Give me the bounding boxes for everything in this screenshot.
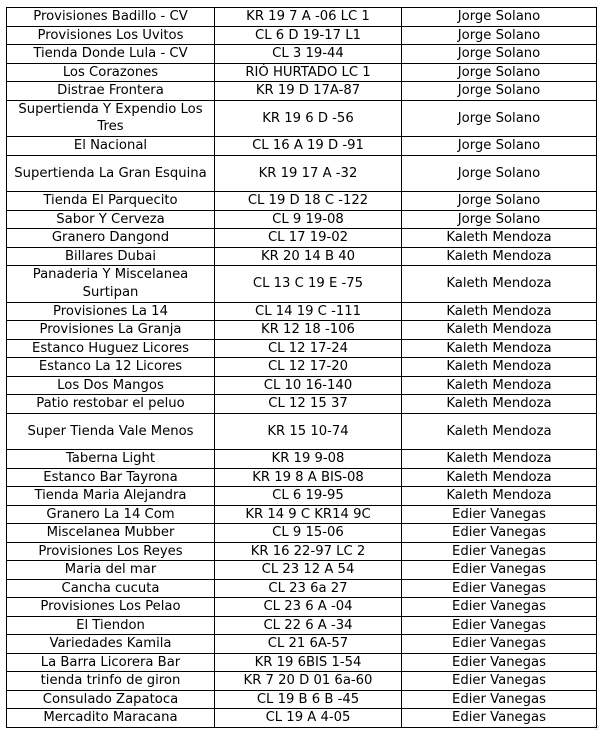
seller-cell: Kaleth Mendoza xyxy=(402,468,597,487)
table-row xyxy=(7,376,597,395)
seller-cell: Jorge Solano xyxy=(402,155,597,192)
store-name-cell: Los Corazones xyxy=(7,63,215,82)
address-cell: KR 19 6 D -56 xyxy=(215,100,402,137)
table-row xyxy=(7,561,597,580)
seller-cell: Edier Vanegas xyxy=(402,598,597,617)
seller-cell: Edier Vanegas xyxy=(402,524,597,543)
store-name-cell: Mercadito Maracana xyxy=(7,709,215,728)
seller-cell: Edier Vanegas xyxy=(402,709,597,728)
table-row xyxy=(7,616,597,635)
address-cell: CL 19 D 18 C -122 xyxy=(215,192,402,211)
address-cell: KR 19 8 A BIS-08 xyxy=(215,468,402,487)
table-row xyxy=(7,672,597,691)
seller-cell: Edier Vanegas xyxy=(402,690,597,709)
seller-cell: Jorge Solano xyxy=(402,26,597,45)
store-name-cell: Tienda Maria Alejandra xyxy=(7,487,215,506)
address-cell: CL 23 6 A -04 xyxy=(215,598,402,617)
store-name-cell: Tienda El Parquecito xyxy=(7,192,215,211)
store-name-cell: Los Dos Mangos xyxy=(7,376,215,395)
store-name-cell: Patio restobar el peluo xyxy=(7,395,215,414)
address-cell: CL 9 15-06 xyxy=(215,524,402,543)
address-cell: CL 6 19-95 xyxy=(215,487,402,506)
address-cell: CL 12 17-24 xyxy=(215,339,402,358)
table-row xyxy=(7,82,597,101)
table-row xyxy=(7,321,597,340)
table-row xyxy=(7,358,597,377)
seller-cell: Jorge Solano xyxy=(402,63,597,82)
seller-cell: Edier Vanegas xyxy=(402,653,597,672)
store-name-cell: Provisiones La Granja xyxy=(7,321,215,340)
seller-cell: Kaleth Mendoza xyxy=(402,321,597,340)
seller-cell: Edier Vanegas xyxy=(402,635,597,654)
table-row xyxy=(7,63,597,82)
seller-cell: Edier Vanegas xyxy=(402,542,597,561)
table-row xyxy=(7,229,597,248)
table-row xyxy=(7,45,597,64)
address-cell: KR 7 20 D 01 6a-60 xyxy=(215,672,402,691)
address-cell: CL 19 A 4-05 xyxy=(215,709,402,728)
table-row xyxy=(7,542,597,561)
stores-table-body xyxy=(7,8,597,728)
table-row xyxy=(7,413,597,450)
stores-table xyxy=(6,7,597,728)
seller-cell: Edier Vanegas xyxy=(402,579,597,598)
store-name-cell: tienda trinfo de giron xyxy=(7,672,215,691)
store-name-cell: Granero Dangond xyxy=(7,229,215,248)
address-cell: CL 9 19-08 xyxy=(215,210,402,229)
address-cell: KR 12 18 -106 xyxy=(215,321,402,340)
seller-cell: Kaleth Mendoza xyxy=(402,487,597,506)
table-row xyxy=(7,487,597,506)
seller-cell: Jorge Solano xyxy=(402,100,597,137)
address-cell: CL 12 17-20 xyxy=(215,358,402,377)
store-name-cell: Tienda Donde Lula - CV xyxy=(7,45,215,64)
seller-cell: Kaleth Mendoza xyxy=(402,358,597,377)
address-cell: KR 14 9 C KR14 9C xyxy=(215,505,402,524)
seller-cell: Kaleth Mendoza xyxy=(402,266,597,303)
address-cell: KR 16 22-97 LC 2 xyxy=(215,542,402,561)
store-name-cell: Distrae Frontera xyxy=(7,82,215,101)
store-name-cell: Provisiones Los Reyes xyxy=(7,542,215,561)
store-name-cell: Consulado Zapatoca xyxy=(7,690,215,709)
seller-cell: Edier Vanegas xyxy=(402,616,597,635)
seller-cell: Kaleth Mendoza xyxy=(402,376,597,395)
store-name-cell: Supertienda La Gran Esquina xyxy=(7,155,215,192)
store-name-cell: Maria del mar xyxy=(7,561,215,580)
seller-cell: Kaleth Mendoza xyxy=(402,413,597,450)
table-row xyxy=(7,579,597,598)
address-cell: CL 13 C 19 E -75 xyxy=(215,266,402,303)
store-name-cell: Provisiones La 14 xyxy=(7,302,215,321)
address-cell: KR 19 17 A -32 xyxy=(215,155,402,192)
store-name-cell: La Barra Licorera Bar xyxy=(7,653,215,672)
table-row xyxy=(7,468,597,487)
store-name-cell: Billares Dubai xyxy=(7,247,215,266)
store-name-cell: Estanco La 12 Licores xyxy=(7,358,215,377)
address-cell: CL 19 B 6 B -45 xyxy=(215,690,402,709)
address-cell: CL 3 19-44 xyxy=(215,45,402,64)
address-cell: KR 19 D 17A-87 xyxy=(215,82,402,101)
address-cell: CL 23 6a 27 xyxy=(215,579,402,598)
store-name-cell: El Tiendon xyxy=(7,616,215,635)
seller-cell: Kaleth Mendoza xyxy=(402,302,597,321)
seller-cell: Kaleth Mendoza xyxy=(402,395,597,414)
seller-cell: Edier Vanegas xyxy=(402,561,597,580)
table-row xyxy=(7,450,597,469)
table-row xyxy=(7,192,597,211)
address-cell: CL 16 A 19 D -91 xyxy=(215,137,402,156)
store-name-cell: Estanco Bar Tayrona xyxy=(7,468,215,487)
corner-mark: ○ xyxy=(593,724,599,731)
seller-cell: Edier Vanegas xyxy=(402,505,597,524)
seller-cell: Jorge Solano xyxy=(402,82,597,101)
address-cell: KR 15 10-74 xyxy=(215,413,402,450)
address-cell: KR 20 14 B 40 xyxy=(215,247,402,266)
store-name-cell: Granero La 14 Com xyxy=(7,505,215,524)
seller-cell: Kaleth Mendoza xyxy=(402,229,597,248)
table-row xyxy=(7,8,597,27)
store-name-cell: El Nacional xyxy=(7,137,215,156)
address-cell: CL 10 16-140 xyxy=(215,376,402,395)
seller-cell: Jorge Solano xyxy=(402,8,597,27)
seller-cell: Jorge Solano xyxy=(402,45,597,64)
seller-cell: Jorge Solano xyxy=(402,192,597,211)
store-name-cell: Panaderia Y Miscelanea Surtipan xyxy=(7,266,215,303)
table-row xyxy=(7,302,597,321)
table-row xyxy=(7,653,597,672)
seller-cell: Kaleth Mendoza xyxy=(402,339,597,358)
address-cell: RIÓ HURTADO LC 1 xyxy=(215,63,402,82)
table-row xyxy=(7,266,597,303)
seller-cell: Edier Vanegas xyxy=(402,672,597,691)
seller-cell: Kaleth Mendoza xyxy=(402,450,597,469)
seller-cell: Kaleth Mendoza xyxy=(402,247,597,266)
table-row xyxy=(7,598,597,617)
address-cell: KR 19 6BIS 1-54 xyxy=(215,653,402,672)
table-row xyxy=(7,505,597,524)
address-cell: KR 19 7 A -06 LC 1 xyxy=(215,8,402,27)
table-row xyxy=(7,339,597,358)
table-row xyxy=(7,137,597,156)
seller-cell: Jorge Solano xyxy=(402,210,597,229)
table-row xyxy=(7,210,597,229)
store-name-cell: Estanco Huguez Licores xyxy=(7,339,215,358)
address-cell: CL 6 D 19-17 L1 xyxy=(215,26,402,45)
address-cell: CL 12 15 37 xyxy=(215,395,402,414)
table-row xyxy=(7,635,597,654)
table-row xyxy=(7,690,597,709)
store-name-cell: Provisiones Los Pelao xyxy=(7,598,215,617)
address-cell: CL 21 6A-57 xyxy=(215,635,402,654)
table-row xyxy=(7,395,597,414)
store-name-cell: Cancha cucuta xyxy=(7,579,215,598)
address-cell: CL 23 12 A 54 xyxy=(215,561,402,580)
table-row xyxy=(7,247,597,266)
address-cell: CL 22 6 A -34 xyxy=(215,616,402,635)
store-name-cell: Taberna Light xyxy=(7,450,215,469)
store-name-cell: Super Tienda Vale Menos xyxy=(7,413,215,450)
table-row xyxy=(7,709,597,728)
table-row xyxy=(7,524,597,543)
address-cell: CL 17 19-02 xyxy=(215,229,402,248)
table-row xyxy=(7,100,597,137)
store-name-cell: Miscelanea Mubber xyxy=(7,524,215,543)
store-name-cell: Provisiones Badillo - CV xyxy=(7,8,215,27)
table-row xyxy=(7,26,597,45)
store-name-cell: Provisiones Los Uvitos xyxy=(7,26,215,45)
table-row xyxy=(7,155,597,192)
address-cell: KR 19 9-08 xyxy=(215,450,402,469)
seller-cell: Jorge Solano xyxy=(402,137,597,156)
store-name-cell: Variedades Kamila xyxy=(7,635,215,654)
store-name-cell: Sabor Y Cerveza xyxy=(7,210,215,229)
store-name-cell: Supertienda Y Expendio Los Tres xyxy=(7,100,215,137)
address-cell: CL 14 19 C -111 xyxy=(215,302,402,321)
